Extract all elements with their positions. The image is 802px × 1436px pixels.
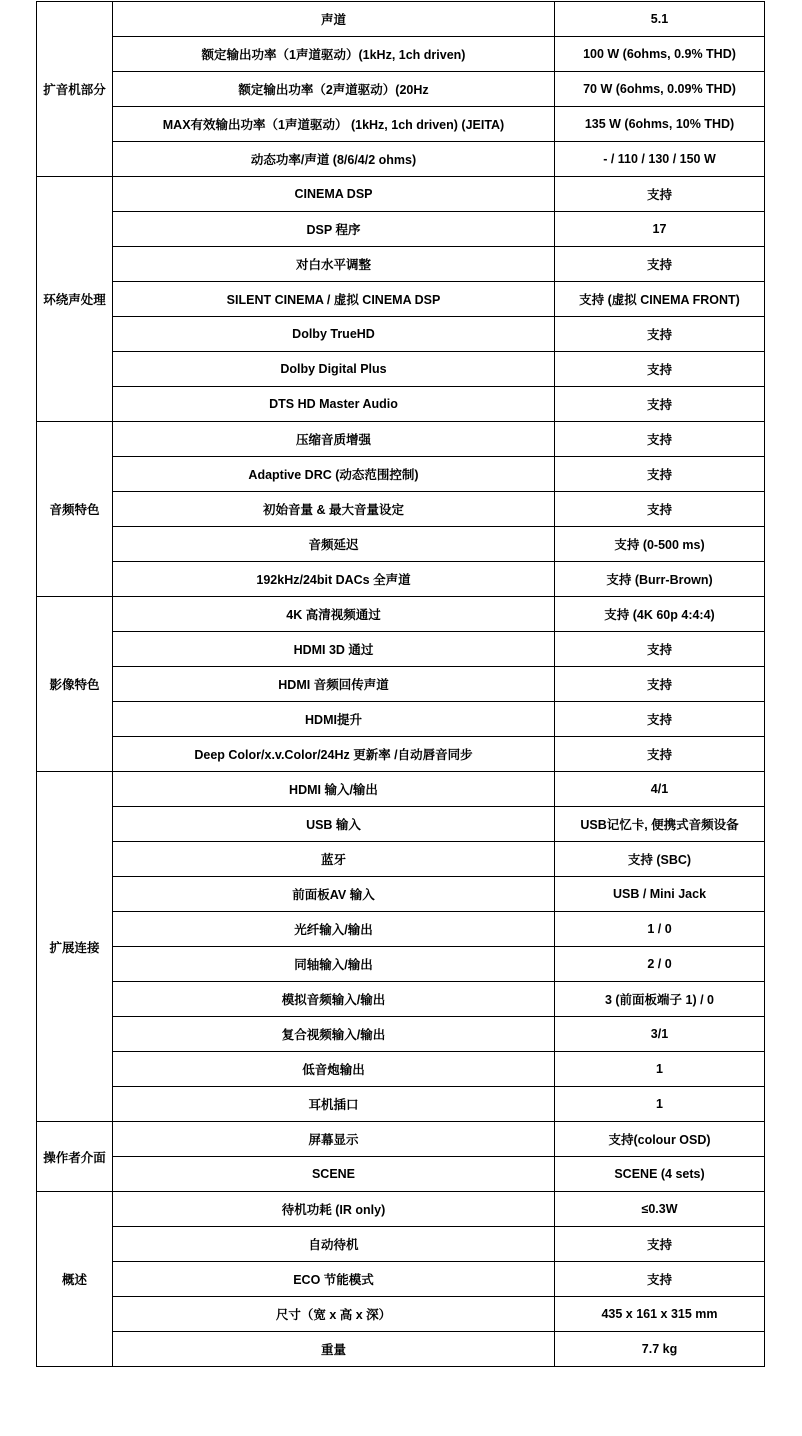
table-row <box>37 1332 765 1367</box>
value-cell: 3 (前面板端子 1) / 0 <box>555 982 765 1017</box>
feature-cell: 192kHz/24bit DACs 全声道 <box>113 562 555 597</box>
value-cell: 1 <box>555 1087 765 1122</box>
feature-cell: 尺寸（宽 x 高 x 深） <box>113 1297 555 1332</box>
table-row <box>37 317 765 352</box>
value-cell: 支持 <box>555 737 765 772</box>
feature-cell: ECO 节能模式 <box>113 1262 555 1297</box>
table-row <box>37 422 765 457</box>
feature-cell: USB 输入 <box>113 807 555 842</box>
value-cell: 70 W (6ohms, 0.09% THD) <box>555 72 765 107</box>
feature-cell: MAX有效输出功率（1声道驱动） (1kHz, 1ch driven) (JEITA) <box>113 107 555 142</box>
value-cell: - / 110 / 130 / 150 W <box>555 142 765 177</box>
table-row <box>37 212 765 247</box>
table-row <box>37 982 765 1017</box>
feature-cell: 前面板AV 输入 <box>113 877 555 912</box>
table-row <box>37 877 765 912</box>
value-cell: ≤0.3W <box>555 1192 765 1227</box>
table-row <box>37 702 765 737</box>
table-row <box>37 562 765 597</box>
table-row <box>37 177 765 212</box>
category-cell: 操作者介面 <box>37 1122 113 1192</box>
value-cell: 支持 <box>555 492 765 527</box>
feature-cell: 低音炮输出 <box>113 1052 555 1087</box>
value-cell: 支持 (4K 60p 4:4:4) <box>555 597 765 632</box>
table-row <box>37 1262 765 1297</box>
value-cell: 100 W (6ohms, 0.9% THD) <box>555 37 765 72</box>
table-row <box>37 492 765 527</box>
feature-cell: 声道 <box>113 2 555 37</box>
value-cell: SCENE (4 sets) <box>555 1157 765 1192</box>
table-row <box>37 1017 765 1052</box>
table-row <box>37 597 765 632</box>
feature-cell: 音频延迟 <box>113 527 555 562</box>
feature-cell: 屏幕显示 <box>113 1122 555 1157</box>
value-cell: 3/1 <box>555 1017 765 1052</box>
table-row <box>37 632 765 667</box>
value-cell: 支持 <box>555 317 765 352</box>
table-row <box>37 667 765 702</box>
value-cell: 2 / 0 <box>555 947 765 982</box>
feature-cell: 耳机插口 <box>113 1087 555 1122</box>
value-cell: 5.1 <box>555 2 765 37</box>
value-cell: 支持 <box>555 702 765 737</box>
value-cell: 支持 <box>555 247 765 282</box>
value-cell: 支持(colour OSD) <box>555 1122 765 1157</box>
feature-cell: 自动待机 <box>113 1227 555 1262</box>
feature-cell: 4K 高清视频通过 <box>113 597 555 632</box>
feature-cell: 光纤输入/输出 <box>113 912 555 947</box>
value-cell: 7.7 kg <box>555 1332 765 1367</box>
value-cell: 4/1 <box>555 772 765 807</box>
feature-cell: HDMI 3D 通过 <box>113 632 555 667</box>
table-row <box>37 72 765 107</box>
table-row <box>37 107 765 142</box>
value-cell: 支持 <box>555 632 765 667</box>
feature-cell: 额定输出功率（2声道驱动）(20Hz <box>113 72 555 107</box>
value-cell: 支持 (0-500 ms) <box>555 527 765 562</box>
table-row <box>37 1157 765 1192</box>
feature-cell: SCENE <box>113 1157 555 1192</box>
table-row <box>37 1122 765 1157</box>
table-row <box>37 37 765 72</box>
category-cell: 扩展连接 <box>37 772 113 1122</box>
value-cell: USB / Mini Jack <box>555 877 765 912</box>
table-row <box>37 807 765 842</box>
feature-cell: 额定输出功率（1声道驱动）(1kHz, 1ch driven) <box>113 37 555 72</box>
value-cell: 支持 (SBC) <box>555 842 765 877</box>
feature-cell: SILENT CINEMA / 虚拟 CINEMA DSP <box>113 282 555 317</box>
feature-cell: 初始音量 & 最大音量设定 <box>113 492 555 527</box>
table-row <box>37 772 765 807</box>
table-row <box>37 282 765 317</box>
table-row <box>37 842 765 877</box>
spec-table <box>36 1 765 1367</box>
feature-cell: 蓝牙 <box>113 842 555 877</box>
table-row <box>37 1087 765 1122</box>
table-row <box>37 737 765 772</box>
feature-cell: 对白水平调整 <box>113 247 555 282</box>
value-cell: 支持 <box>555 177 765 212</box>
table-row <box>37 2 765 37</box>
table-row <box>37 387 765 422</box>
value-cell: 支持 <box>555 422 765 457</box>
spec-table-body <box>37 2 765 1367</box>
value-cell: 支持 <box>555 457 765 492</box>
table-row <box>37 352 765 387</box>
category-cell: 音频特色 <box>37 422 113 597</box>
feature-cell: DSP 程序 <box>113 212 555 247</box>
feature-cell: HDMI 音频回传声道 <box>113 667 555 702</box>
table-row <box>37 1297 765 1332</box>
category-cell: 扩音机部分 <box>37 2 113 177</box>
feature-cell: 压缩音质增强 <box>113 422 555 457</box>
feature-cell: HDMI提升 <box>113 702 555 737</box>
value-cell: 支持 <box>555 387 765 422</box>
value-cell: 支持 <box>555 1227 765 1262</box>
feature-cell: 重量 <box>113 1332 555 1367</box>
feature-cell: Dolby Digital Plus <box>113 352 555 387</box>
table-row <box>37 1052 765 1087</box>
table-row <box>37 1192 765 1227</box>
feature-cell: CINEMA DSP <box>113 177 555 212</box>
table-row <box>37 527 765 562</box>
table-row <box>37 947 765 982</box>
value-cell: 1 <box>555 1052 765 1087</box>
feature-cell: HDMI 输入/输出 <box>113 772 555 807</box>
feature-cell: 模拟音频输入/输出 <box>113 982 555 1017</box>
feature-cell: Dolby TrueHD <box>113 317 555 352</box>
feature-cell: 待机功耗 (IR only) <box>113 1192 555 1227</box>
category-cell: 影像特色 <box>37 597 113 772</box>
feature-cell: Deep Color/x.v.Color/24Hz 更新率 /自动唇音同步 <box>113 737 555 772</box>
value-cell: 支持 (Burr-Brown) <box>555 562 765 597</box>
value-cell: 支持 <box>555 352 765 387</box>
category-cell: 环绕声处理 <box>37 177 113 422</box>
category-cell: 概述 <box>37 1192 113 1367</box>
table-row <box>37 457 765 492</box>
value-cell: 支持 (虚拟 CINEMA FRONT) <box>555 282 765 317</box>
value-cell: USB记忆卡, 便携式音频设备 <box>555 807 765 842</box>
value-cell: 支持 <box>555 1262 765 1297</box>
table-row <box>37 142 765 177</box>
value-cell: 17 <box>555 212 765 247</box>
feature-cell: 动态功率/声道 (8/6/4/2 ohms) <box>113 142 555 177</box>
feature-cell: 同轴输入/输出 <box>113 947 555 982</box>
table-row <box>37 912 765 947</box>
table-row <box>37 1227 765 1262</box>
value-cell: 支持 <box>555 667 765 702</box>
feature-cell: DTS HD Master Audio <box>113 387 555 422</box>
value-cell: 135 W (6ohms, 10% THD) <box>555 107 765 142</box>
feature-cell: Adaptive DRC (动态范围控制) <box>113 457 555 492</box>
table-row <box>37 247 765 282</box>
value-cell: 1 / 0 <box>555 912 765 947</box>
feature-cell: 复合视频输入/输出 <box>113 1017 555 1052</box>
value-cell: 435 x 161 x 315 mm <box>555 1297 765 1332</box>
